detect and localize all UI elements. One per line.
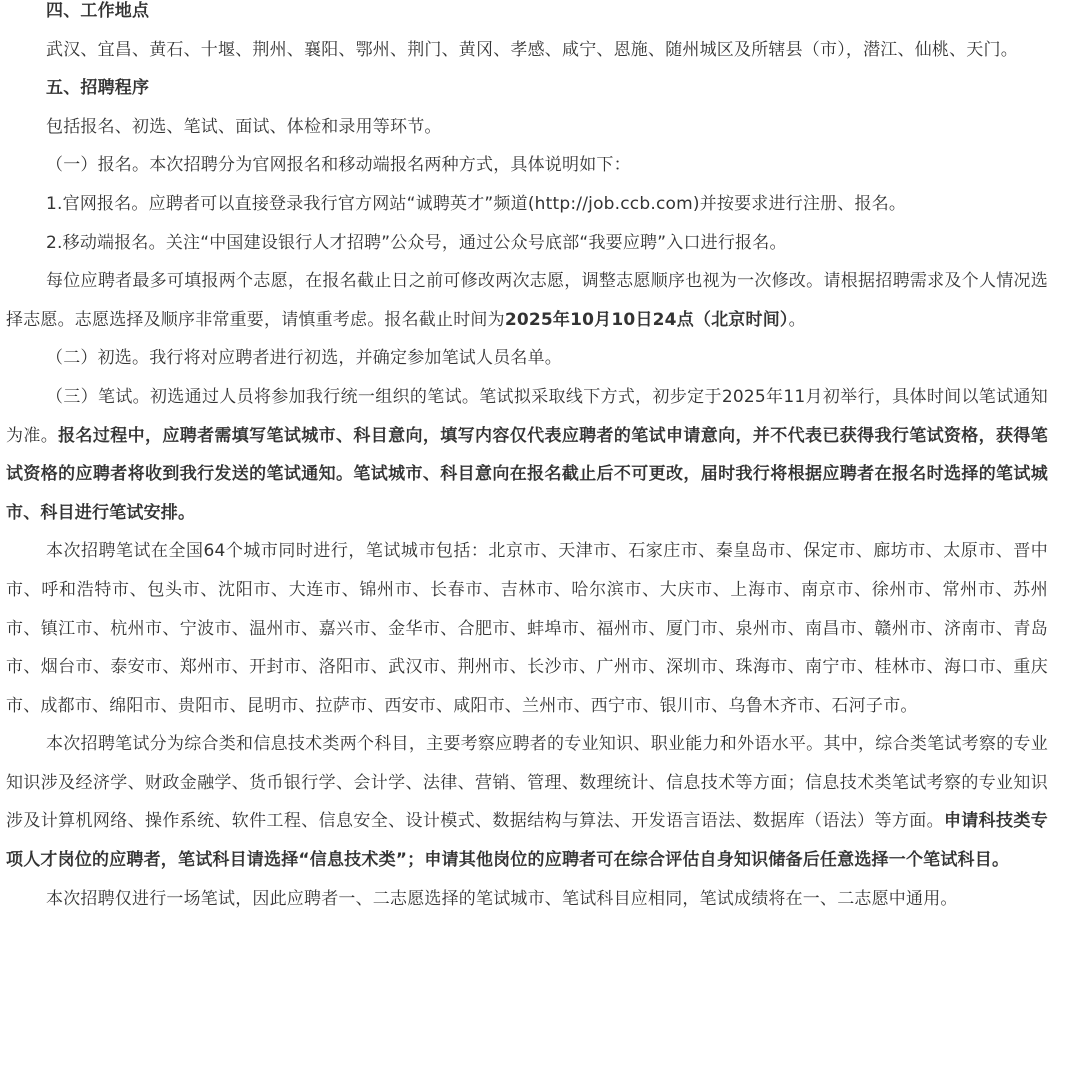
test-subjects-bold-text: 申请科技类专项人才岗位的应聘者，笔试科目请选择“信息技术类”；申请其他岗位的应聘者可在综合评估自身知识储备后任意选择一个笔试科目。 bbox=[6, 811, 1048, 871]
paragraph-website-registration: 1.官网报名。应聘者可以直接登录我行官方网站“诚聘英才”频道(http://job.ccb.com)并按要求进行注册、报名。 bbox=[46, 193, 907, 214]
written-test-text: （三）笔试。初选通过人员将参加我行统一组织的笔试。笔试拟采取线下方式，初步定于2025年11月初举行，具体时间以笔试通知为准。 bbox=[6, 386, 1048, 446]
test-subjects-text: 本次招聘笔试分为综合类和信息技术类两个科目，主要考察应聘者的专业知识、职业能力和外语水平。其中，综合类笔试考察的专业知识涉及经济学、财政金融学、货币银行学、会计学、法律、营销、管理、数理统计、信息技术等方面；信息技术类笔试考察的专业知识涉及计算机网络、操作系统、软件工程、信息安全、设计模式、数据结构与算法、开发语言语法、数据库（语法）等方面。 bbox=[6, 734, 1048, 832]
paragraph-process-overview: 包括报名、初选、笔试、面试、体检和录用等环节。 bbox=[46, 116, 442, 137]
section-heading-work-location: 四、工作地点 bbox=[46, 1, 150, 21]
section-heading-recruitment-process: 五、招聘程序 bbox=[46, 78, 150, 99]
paragraph-written-test bbox=[6, 378, 1048, 532]
paragraph-preferences bbox=[6, 262, 1048, 339]
paragraph-work-locations: 武汉、宜昌、黄石、十堰、荆州、襄阳、鄂州、荆门、黄冈、孝感、咸宁、恩施、随州城区及所辖县（市），潜江、仙桃、天门。 bbox=[46, 39, 1018, 60]
paragraph-screening: （二）初选。我行将对应聘者进行初选，并确定参加笔试人员名单。 bbox=[46, 348, 562, 369]
written-test-bold-text: 报名过程中，应聘者需填写笔试城市、科目意向，填写内容仅代表应聘者的笔试申请意向，并不代表已获得我行笔试资格，获得笔试资格的应聘者将收到我行发送的笔试通知。笔试城市、科目意向在报名截止后不可更改，届时我行将根据应聘者在报名时选择的笔试城市、科目进行笔试安排。 bbox=[6, 425, 1048, 523]
preferences-text: 每位应聘者最多可填报两个志愿，在报名截止日之前可修改两次志愿，调整志愿顺序也视为一次修改。请根据招聘需求及个人情况选择志愿。志愿选择及顺序非常重要，请慎重考虑。报名截止时间为 bbox=[6, 271, 1048, 330]
paragraph-test-subjects bbox=[6, 725, 1048, 879]
paragraph-mobile-registration: 2.移动端报名。关注“中国建设银行人才招聘”公众号，通过公众号底部“我要应聘”入口进行报名。 bbox=[46, 232, 787, 253]
paragraph-test-cities: 本次招聘笔试在全国64个城市同时进行，笔试城市包括：北京市、天津市、石家庄市、秦皇岛市、保定市、廊坊市、太原市、晋中市、呼和浩特市、包头市、沈阳市、大连市、锦州市、长春市、吉林市、哈尔滨市、大庆市、上海市、南京市、徐州市、常州市、苏州市、镇江市、杭州市、宁波市、温州市、嘉兴市、金华市、合肥市、蚌埠市、福州市、厦门市、泉州市、南昌市、赣州市、济南市、青岛市、烟台市、泰安市、郑州市、开封市、洛阳市、武汉市、荆州市、长沙市、广州市、深圳市、珠海市、南宁市、桂林市、海口市、重庆市、成都市、绵阳市、贵阳市、昆明市、拉萨市、西安市、咸阳市、兰州市、西宁市、银川市、乌鲁木齐市、石河子市。 bbox=[6, 541, 1048, 716]
deadline-bold-text: 2025年10月10日24点（北京时间） bbox=[504, 309, 789, 330]
paragraph-registration: （一）报名。本次招聘分为官网报名和移动端报名两种方式，具体说明如下： bbox=[46, 155, 631, 176]
preferences-tail: 。 bbox=[788, 309, 806, 330]
paragraph-single-test: 本次招聘仅进行一场笔试，因此应聘者一、二志愿选择的笔试城市、笔试科目应相同，笔试成绩将在一、二志愿中通用。 bbox=[46, 888, 958, 909]
